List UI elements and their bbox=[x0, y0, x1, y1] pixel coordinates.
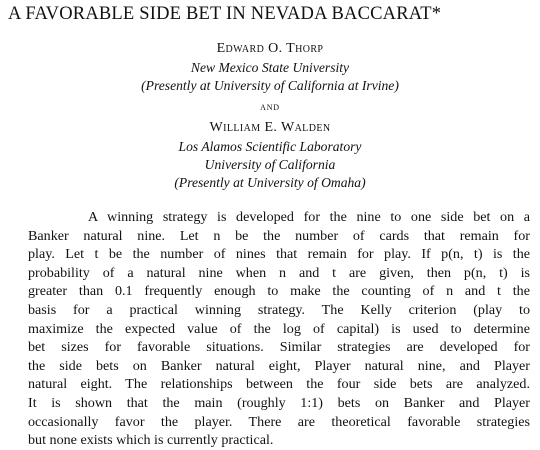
author-affiliation: (Presently at University of California at Irvine) bbox=[141, 78, 399, 93]
abstract-line: bet sizes for favorable situations. Similar strategies are developed for bbox=[28, 339, 530, 356]
paper-title: A FAVORABLE SIDE BET IN NEVADA BACCARAT* bbox=[8, 4, 442, 24]
author-name: William E. Walden bbox=[209, 120, 331, 135]
abstract-line: occasionally favor the player. There are theoretical favorable strategies bbox=[28, 413, 530, 430]
author-affiliation: (Presently at University of Omaha) bbox=[174, 175, 366, 190]
abstract-line: A winning strategy is developed for the nine to one side bet on a bbox=[88, 209, 530, 225]
abstract-line: but none exists which is currently practical. bbox=[28, 432, 274, 449]
abstract-line: the side bets on Banker natural eight, Player natural nine, and Player bbox=[28, 357, 530, 374]
abstract-line: maximize the expected value of the log of capital) is used to determine bbox=[28, 320, 530, 337]
author-affiliation: University of California bbox=[204, 157, 336, 172]
abstract-line: play. Let t be the number of nines that remain for play. If p(n, t) is the bbox=[28, 246, 530, 263]
abstract-line: basis for a practical winning strategy. The Kelly criterion (play to bbox=[28, 301, 530, 318]
abstract-line: probability of a natural nine when n and t are given, then p(n, t) is bbox=[28, 264, 530, 281]
author-name: Edward O. Thorp bbox=[216, 41, 324, 56]
author-affiliation: New Mexico State University bbox=[190, 60, 350, 75]
author-separator: and bbox=[260, 101, 280, 113]
abstract-line: greater than 0.1 frequently enough to make the counting of n and t the bbox=[28, 283, 530, 300]
abstract bbox=[28, 208, 530, 450]
author-affiliation: Los Alamos Scientific Laboratory bbox=[178, 139, 362, 154]
abstract-line: natural eight. The relationships between the four side bets are analyzed. bbox=[28, 376, 530, 393]
abstract-line: It is shown that the main (roughly 1:1) bets on Banker and Player bbox=[28, 394, 530, 411]
abstract-line: Banker natural nine. Let n be the number of cards that remain for bbox=[28, 227, 530, 244]
